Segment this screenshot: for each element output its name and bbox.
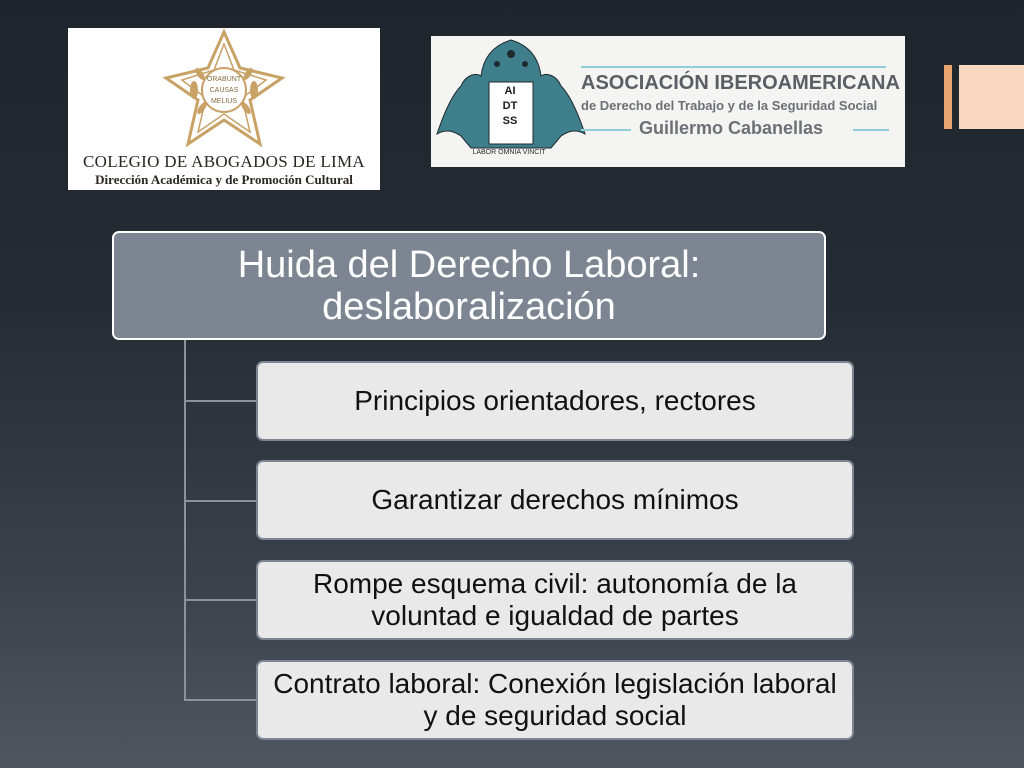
aidtss-left-rule <box>581 129 631 131</box>
asociacion-name: ASOCIACIÓN IBEROAMERICANA <box>581 72 900 94</box>
colegio-subtitle: Dirección Académica y de Promoción Cultural <box>95 172 353 187</box>
diagram-item-principios: Principios orientadores, rectores <box>354 385 756 416</box>
diagram-item-derechos: Garantizar derechos mínimos <box>371 484 739 515</box>
star-motto-2: CAUSAS <box>209 87 239 94</box>
diagram-item-box <box>256 560 854 640</box>
diagram-item-box <box>256 361 854 441</box>
colegio-name: COLEGIO DE ABOGADOS DE LIMA <box>83 152 365 171</box>
tree-trunk-line <box>184 340 186 700</box>
accent-bar-wide <box>959 65 1024 129</box>
tree-branch-2 <box>184 500 256 502</box>
asociacion-subtitle: de Derecho del Trabajo y de la Seguridad Social <box>581 98 878 113</box>
colegio-abogados-logo <box>68 28 380 190</box>
aidtss-top-rule <box>581 66 886 68</box>
aidtss-emblem-letters: AI DT SS <box>502 85 518 127</box>
asociacion-iberoamericana-logo <box>431 36 905 167</box>
tree-branch-3 <box>184 599 256 601</box>
diagram-title-box <box>112 231 826 340</box>
star-motto-1: ORABUNT <box>206 76 242 83</box>
star-motto-3: MELIUS <box>210 98 238 105</box>
diagram-item-box <box>256 660 854 740</box>
aidtss-right-rule <box>853 129 889 131</box>
tree-branch-4 <box>184 699 256 701</box>
accent-bar-thin <box>944 65 952 129</box>
diagram-item-contrato: Contrato laboral: Conexión legislación laboral y de seguridad social <box>273 668 837 731</box>
star-emblem-icon <box>68 28 380 152</box>
diagram-title: Huida del Derecho Laboral: deslaboralización <box>237 243 701 328</box>
diagram-item-box <box>256 460 854 540</box>
asociacion-person: Guillermo Cabanellas <box>639 118 824 138</box>
diagram-item-esquema-civil: Rompe esquema civil: autonomía de la voluntad e igualdad de partes <box>312 568 798 631</box>
tree-branch-1 <box>184 400 256 402</box>
aidtss-motto: LABOR OMNIA VINCIT <box>472 149 546 156</box>
